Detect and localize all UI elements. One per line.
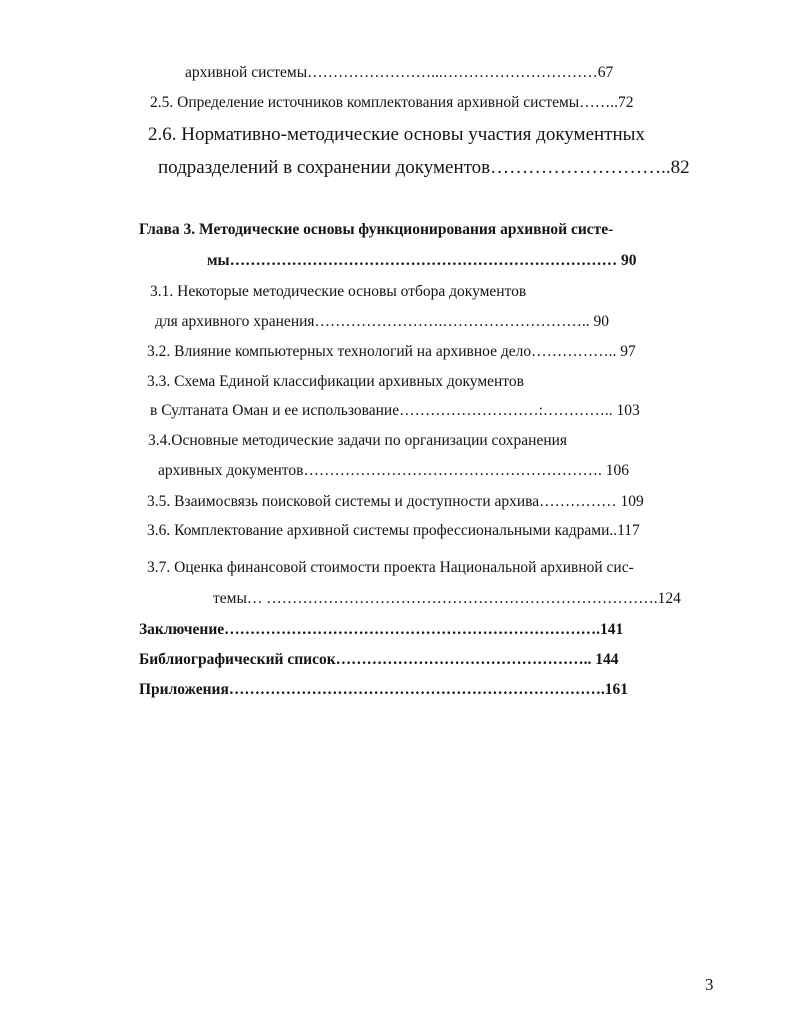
- toc-bibliography: Библиографический список………………………………………….. 144: [139, 651, 619, 668]
- toc-appendices: Приложения……………………………………………………………….161: [139, 681, 628, 698]
- toc-line: темы… ………………………………………………………………….124: [213, 590, 681, 607]
- toc-line: архивных документов…………………………………………………. 106: [158, 462, 629, 479]
- chapter-heading: мы………………………………………………………………… 90: [207, 252, 637, 269]
- toc-line: подразделений в сохранении документов………………………..82: [158, 157, 690, 178]
- toc-line: для архивного хранения…………………….……………………….. 90: [155, 313, 610, 330]
- toc-line: 3.2. Влияние компьютерных технологий на архивное дело…………….. 97: [147, 343, 636, 360]
- toc-conclusion: Заключение……………………………………………………………….141: [139, 621, 624, 638]
- toc-line: 3.3. Схема Единой классификации архивных документов: [147, 373, 524, 390]
- toc-line: 3.1. Некоторые методические основы отбора документов: [150, 283, 527, 300]
- chapter-heading: Глава 3. Методические основы функционирования архивной систе-: [139, 221, 614, 238]
- toc-line: 3.6. Комплектование архивной системы профессиональными кадрами..117: [147, 522, 640, 539]
- toc-line: архивной системы……………………...…………………………67: [185, 64, 614, 81]
- page-number: 3: [705, 975, 714, 994]
- toc-line: 2.6. Нормативно-методические основы участия документных: [148, 124, 645, 145]
- toc-line: 3.7. Оценка финансовой стоимости проекта Национальной архивной сис-: [147, 559, 634, 576]
- toc-line: в Султаната Оман и ее использование………………………:………….. 103: [150, 402, 640, 419]
- toc-line: 3.5. Взаимосвязь поисковой системы и доступности архива…………… 109: [147, 493, 644, 510]
- toc-line: 2.5. Определение источников комплектования архивной системы……..72: [150, 94, 634, 111]
- toc-line: 3.4.Основные методические задачи по организации сохранения: [148, 432, 568, 449]
